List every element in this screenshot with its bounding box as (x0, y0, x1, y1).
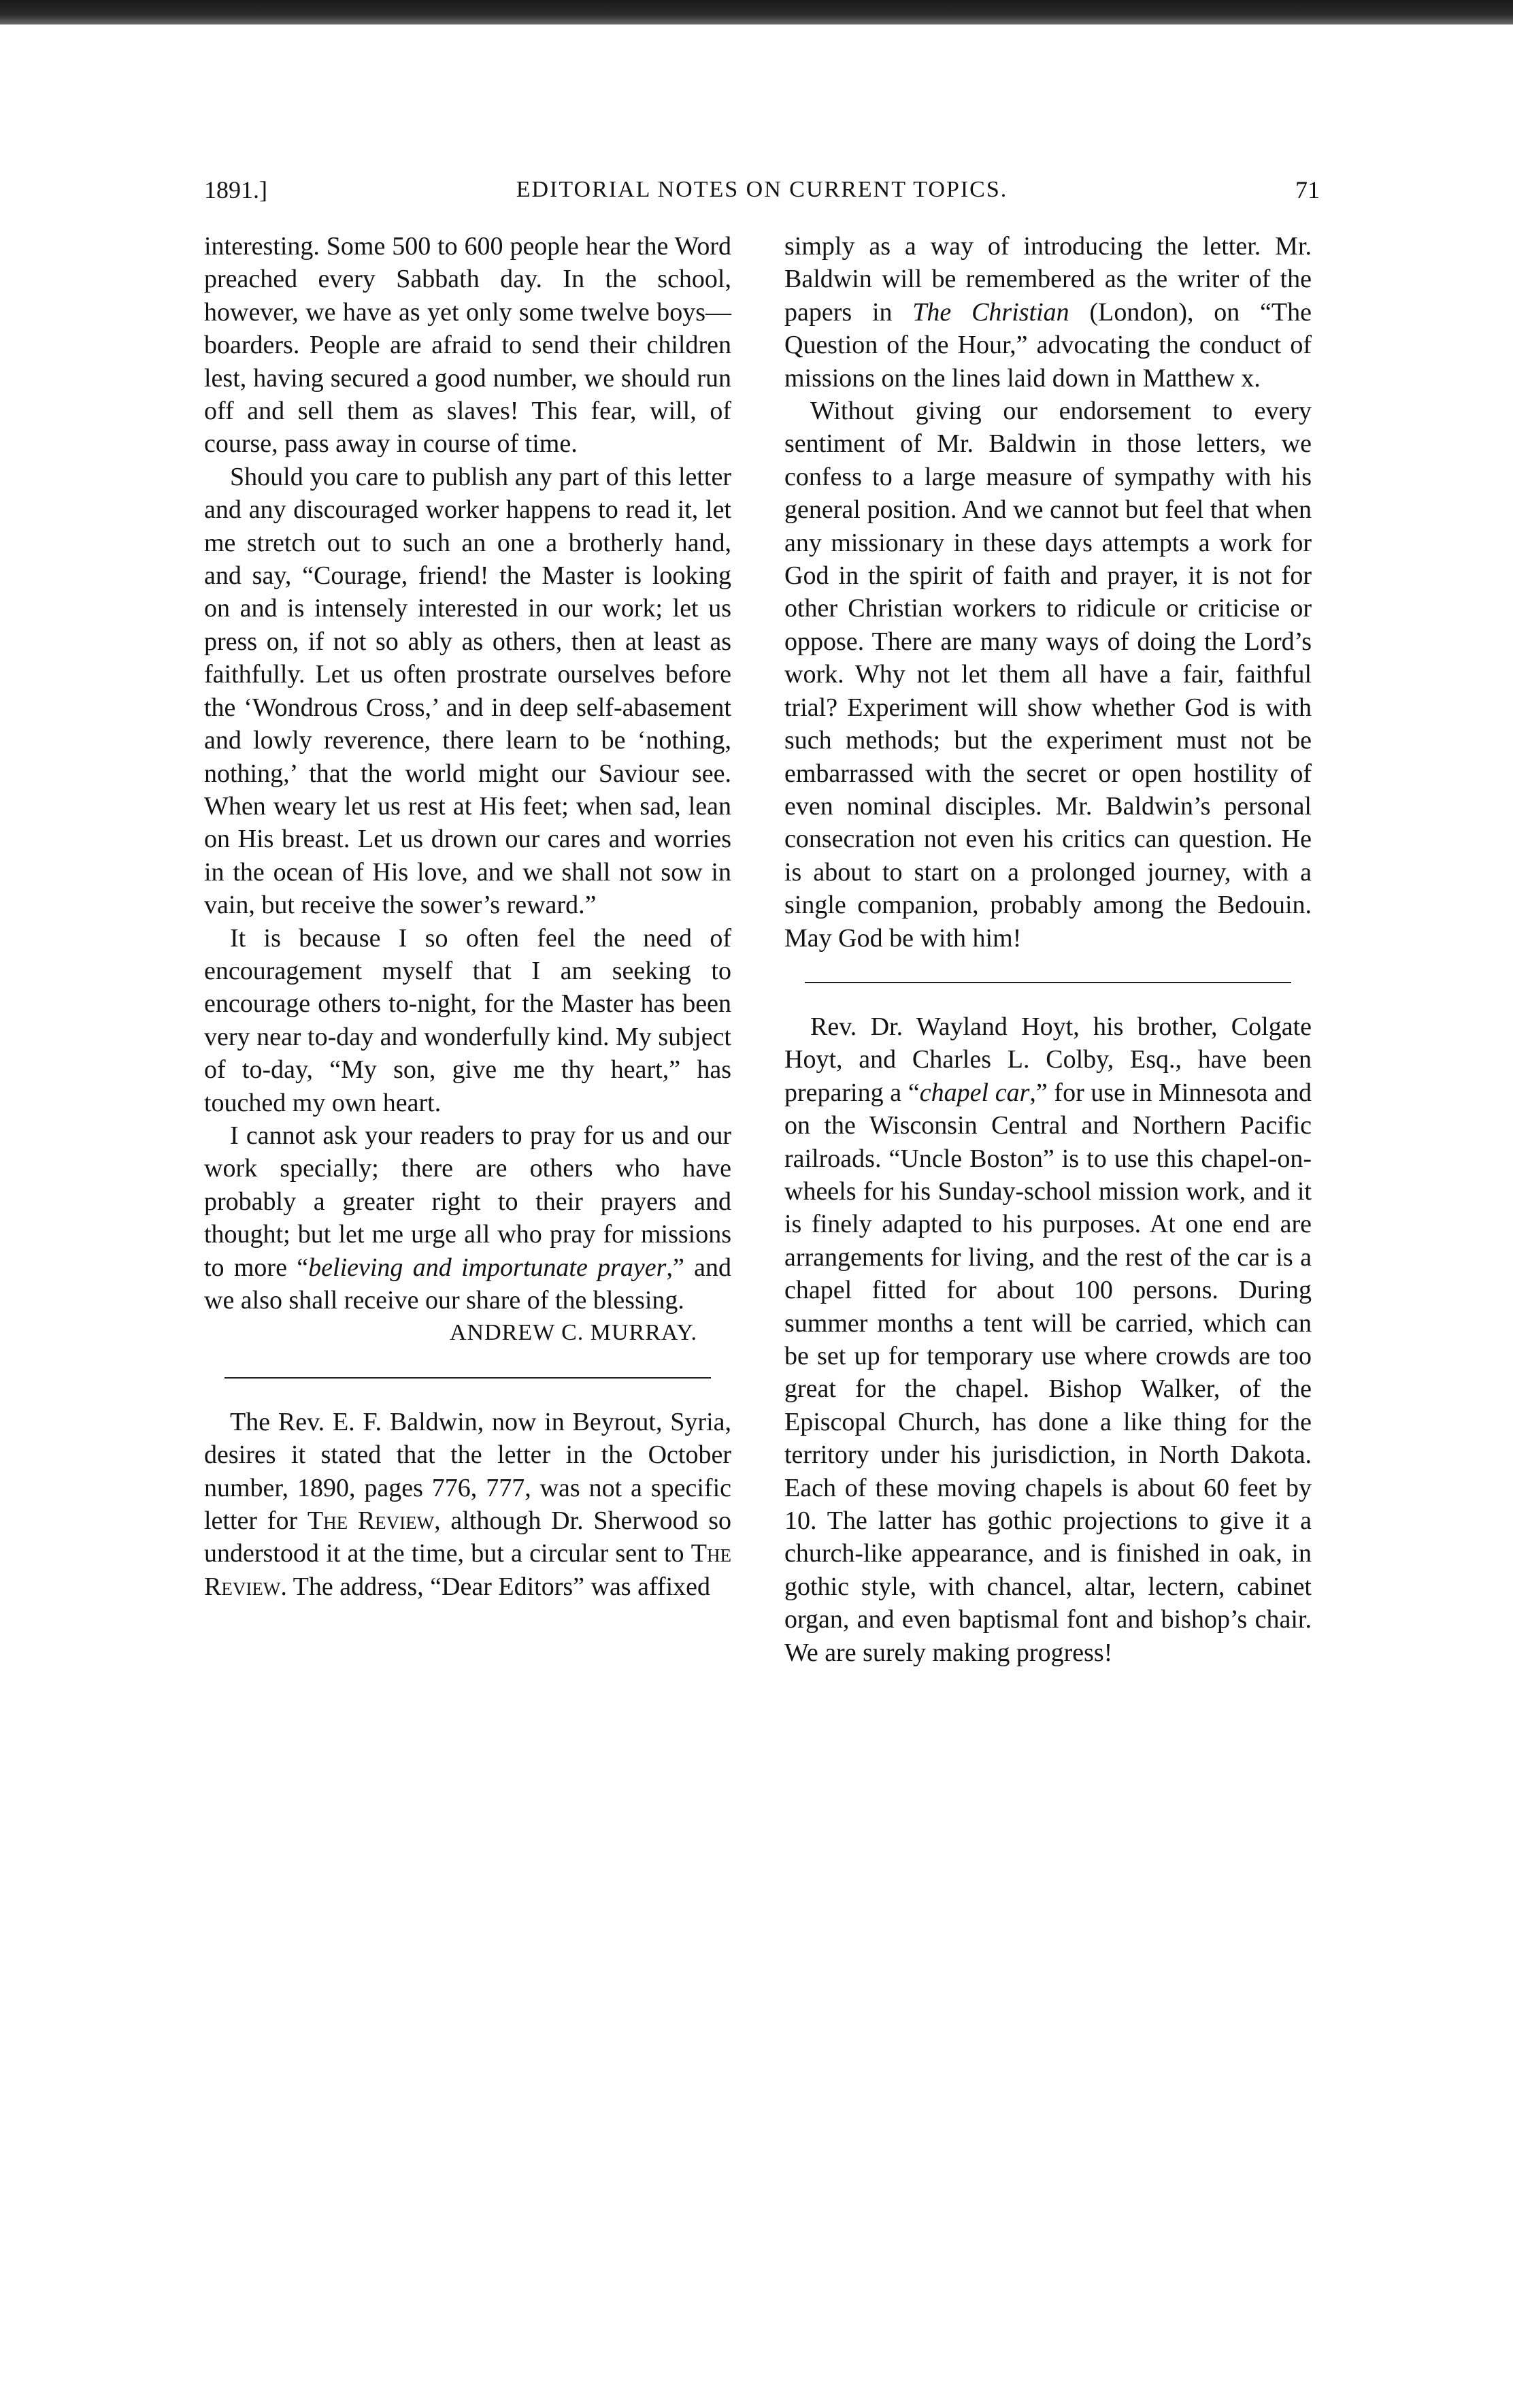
left-column (204, 230, 731, 1603)
journal-name: The Review (204, 1539, 731, 1601)
right-column (784, 230, 1312, 1669)
journal-name: The Review (307, 1506, 435, 1536)
paragraph: simply as a way of introducing the letter. Mr. Baldwin will be remembered as the writer of the papers in The Christian (London), on “The Question of the Hour,” advocating the conduct of missions on the lines laid down in Matthew x. (784, 232, 1312, 393)
section-divider (225, 1377, 711, 1379)
publication-title: The Christian (912, 297, 1069, 327)
paragraph: Should you care to publish any part of this letter and any discouraged worker happens to read it, let me stretch out to such an one a brotherly hand, and say, “Courage, friend! the Master is looking on and is intensely interested in our work; let us press on, if not so ably as others, then at least as faithfully. Let us often prostrate ourselves before the ‘Wondrous Cross,’ and in deep self-abasement and lowly reverence, there learn to be ‘nothing, nothing,’ that the world might our Saviour see. When weary let us rest at His feet; when sad, lean on His breast. Let us drown our cares and worries in the ocean of His love, and we shall not sow in vain, but receive the sower’s reward.” (204, 462, 731, 920)
paragraph: Without giving our endorsement to every sentiment of Mr. Baldwin in those letters, we confess to a large measure of sympathy with his general position. And we cannot but feel that when any missionary in these days attempts a work for God in the spirit of faith and prayer, it is not for other Christian workers to ridicule or criticise or oppose. There are many ways of doing the Lord’s work. Why not let them all have a fair, faithful trial? Experiment will show whether God is with such methods; but the experiment must not be embarrassed with the secret or open hostility of even nominal disciples. Mr. Baldwin’s personal consecration not even his critics can question. He is about to start on a prolonged journey, with a single companion, probably among the Bedouin. May God be with him! (784, 397, 1312, 953)
emphasis: chapel car (919, 1078, 1030, 1107)
emphasis: believing and importunate prayer (308, 1253, 667, 1282)
section-divider (805, 982, 1291, 983)
paragraph: I cannot ask your readers to pray for us and our work specially; there are others who have probably a greater right to their prayers and thought; but let me urge all who pray for missions to more “believing and importunate prayer,” and we also shall receive our share of the blessing. (204, 1121, 731, 1315)
running-header (204, 176, 1320, 216)
running-title: EDITORIAL NOTES ON CURRENT TOPICS. (516, 177, 1008, 202)
paragraph: interesting. Some 500 to 600 people hear the Word preached every Sabbath day. In the school, however, we have as yet only some twelve boys—boarders. People are afraid to send their children lest, having secured a good number, we should run off and sell them as slaves! This fear, will, of course, pass away in course of time. (204, 232, 731, 459)
paragraph: It is because I so often feel the need of encouragement myself that I am seeking to encourage others to-night, for the Master has been very near to-day and wonderfully kind. My subject of to-day, “My son, give me thy heart,” has touched my own heart. (204, 923, 731, 1117)
paragraph: Rev. Dr. Wayland Hoyt, his brother, Colgate Hoyt, and Charles L. Colby, Esq., have been preparing a “chapel car,” for use in Minnesota and on the Wisconsin Central and Northern Pacific railroads. “Uncle Boston” is to use this chapel-on-wheels for his Sunday-school mission work, and it is finely adapted to his purposes. At one end are arrangements for living, and the rest of the car is a chapel fitted for about 100 persons. During summer months a tent will be carried, which can be set up for temporary use where crowds are too great for the chapel. Bishop Walker, of the Episcopal Church, has done a like thing for the territory under his jurisdiction, in North Dakota. Each of these moving chapels is about 60 feet by 10. The latter has gothic projections to give it a church-like appearance, and is finished in oak, in gothic style, with chancel, altar, lectern, cabinet organ, and even baptismal font and bishop’s chair. We are surely making progress! (784, 1012, 1312, 1667)
paragraph: The Rev. E. F. Baldwin, now in Beyrout, Syria, desires it stated that the letter in the October number, 1890, pages 776, 777, was not a specific letter for The Review, although Dr. Sherwood so understood it at the time, but a circular sent to The Review. The address, “Dear Editors” was affixed (204, 1407, 731, 1601)
page-number: 71 (1295, 176, 1320, 203)
letter-signature: ANDREW C. MURRAY. (449, 1320, 697, 1346)
scan-top-edge (0, 0, 1513, 24)
header-year: 1891.] (204, 176, 267, 203)
